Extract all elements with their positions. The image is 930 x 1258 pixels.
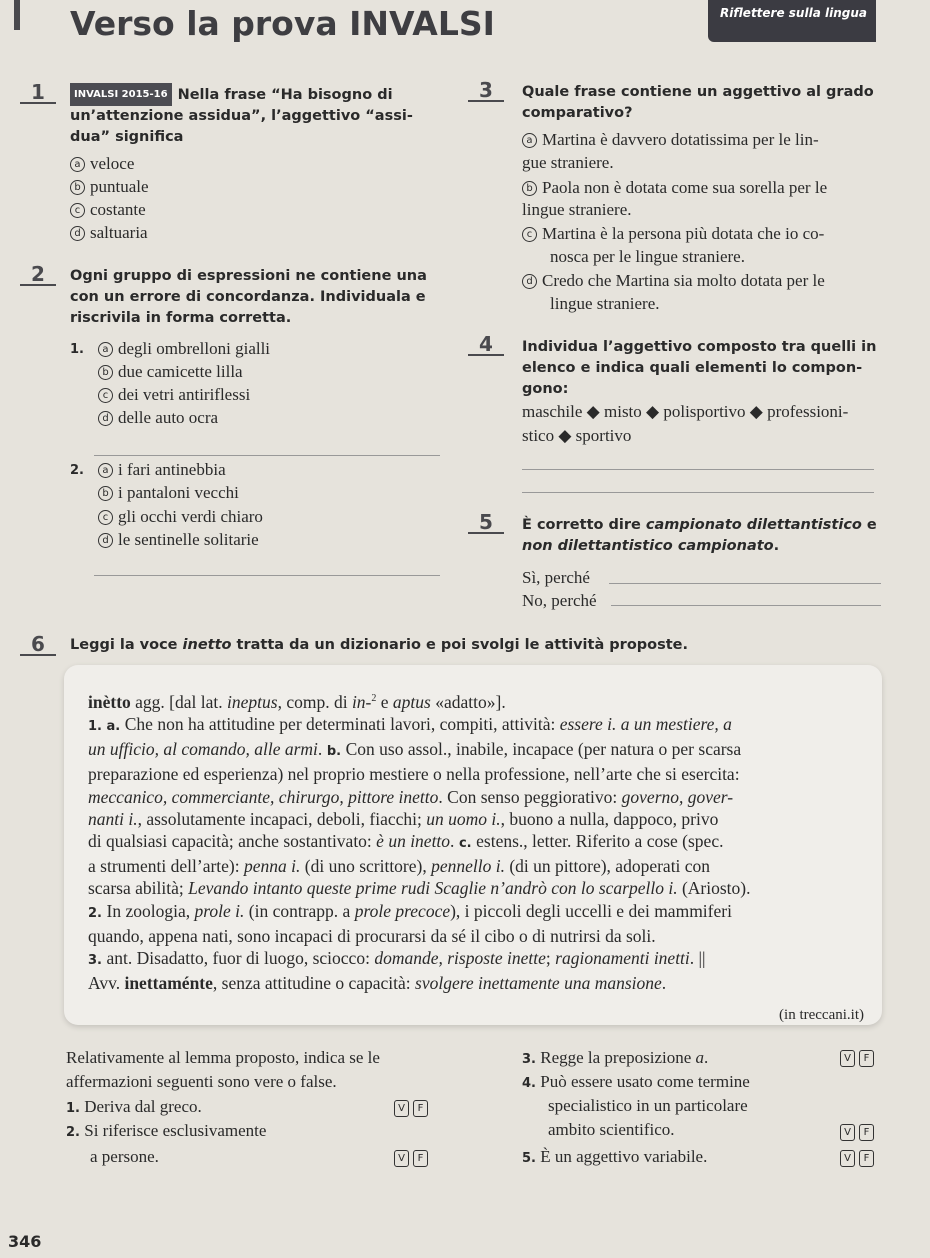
question-5-text: È corretto dire campionato dilettantistico e non dilettantistico campionato.: [522, 517, 877, 554]
false-box[interactable]: F: [859, 1124, 874, 1141]
question-number-1: 1: [20, 82, 56, 104]
vf-choice-3[interactable]: [836, 1046, 874, 1067]
q1-option-a[interactable]: a veloce: [70, 152, 134, 175]
vf-statement-4-cont-1: specialistico in un particolare: [548, 1096, 748, 1115]
q4-answer-line-1[interactable]: [522, 469, 874, 470]
question-3-text: Quale frase contiene un aggettivo al grado comparativo?: [522, 84, 874, 121]
q1-option-b[interactable]: b puntuale: [70, 175, 149, 198]
entry-line: Avv. inettaménte, senza attitudine o capacità: svolgere inettamente una mansione.: [88, 973, 667, 994]
vf-statement-5: 5. È un aggettivo variabile.: [522, 1147, 708, 1166]
entry-line: preparazione ed esperienza) nel proprio mestiere o nella professione, nell’arte che si esercita:: [88, 764, 740, 785]
q2-answer-line-2[interactable]: [94, 575, 440, 576]
entry-line: nanti i., assolutamente incapaci, deboli, fiacchi; un uomo i., buono a nulla, dappoco, privo: [88, 808, 719, 829]
q3-option-b[interactable]: b Paola non è dotata come sua sorella per le: [522, 176, 827, 199]
entry-line: 3. ant. Disadatto, fuor di luogo, sciocco: domande, risposte inette; ragionamenti inetti. ||: [88, 948, 706, 969]
entry-body: [88, 713, 864, 994]
entry-line: un ufficio, al comando, alle armi. b. Con uso assol., inabile, incapace (per natura o per scarsa: [88, 739, 742, 760]
vf-intro-2: affermazioni seguenti sono vere o false.: [66, 1072, 337, 1091]
question-number-5: 5: [468, 512, 504, 534]
vf-choice-1[interactable]: [390, 1096, 428, 1117]
false-box[interactable]: F: [413, 1100, 428, 1117]
question-number-4: 4: [468, 334, 504, 356]
q5-yes-line[interactable]: [609, 583, 881, 584]
true-box[interactable]: V: [840, 1124, 855, 1141]
vf-statement-4-cont-2: ambito scientifico.: [548, 1120, 675, 1139]
vf-statement-2-cont: a persone.: [90, 1147, 159, 1166]
entry-line: 2. In zoologia, prole i. (in contrapp. a prole precoce), i piccoli degli uccelli e dei mammiferi: [88, 900, 732, 921]
true-box[interactable]: V: [394, 1150, 409, 1167]
title-accent-bar: [14, 0, 20, 30]
false-box[interactable]: F: [859, 1150, 874, 1167]
vf-statement-2: 2. Si riferisce esclusivamente: [66, 1121, 267, 1140]
q3-option-c[interactable]: c Martina è la persona più dotata che io co-: [522, 222, 824, 245]
entry-source: (in treccani.it): [779, 1007, 864, 1024]
page-number: 346: [8, 1232, 42, 1251]
question-1-text: INVALSI 2015-16 Nella frase “Ha bisogno di un’attenzione assidua”, l’aggettivo “assi- dua” significa: [70, 83, 450, 148]
entry-heading-line: inètto agg. [dal lat. ineptus, comp. di in-$^2$ e aptus «adatto»].: [88, 691, 506, 712]
false-box[interactable]: F: [413, 1150, 428, 1167]
invalsi-badge: INVALSI 2015-16: [70, 83, 172, 106]
q2-g1-option-b[interactable]: b due camicette lilla: [98, 360, 243, 383]
q1-option-c[interactable]: c costante: [70, 198, 146, 221]
true-box[interactable]: V: [840, 1150, 855, 1167]
vf-intro-1: Relativamente al lemma proposto, indica se le: [66, 1048, 380, 1067]
entry-line: quando, appena nati, sono incapaci di procurarsi da sé il cibo o di nutrirsi da soli.: [88, 925, 656, 946]
question-number-6: 6: [20, 634, 56, 656]
q1-option-d[interactable]: d saltuaria: [70, 221, 148, 244]
question-number-3: 3: [468, 80, 504, 102]
question-number-2: 2: [20, 264, 56, 286]
q3-option-a-cont: gue straniere.: [522, 153, 614, 172]
q5-yes-label: Sì, perché: [522, 568, 590, 587]
q5-no-label: No, perché: [522, 591, 597, 610]
vf-choice-4[interactable]: [836, 1120, 874, 1141]
q2-g2-option-b[interactable]: b i pantaloni vecchi: [98, 481, 239, 504]
true-box[interactable]: V: [394, 1100, 409, 1117]
q4-answer-line-2[interactable]: [522, 492, 874, 493]
entry-line: di qualsiasi capacità; anche sostantivato: è un inetto. c. estens., letter. Riferito a cose (spec.: [88, 831, 724, 852]
q3-option-d[interactable]: d Credo che Martina sia molto dotata per le: [522, 269, 825, 292]
true-box[interactable]: V: [840, 1050, 855, 1067]
vf-statement-3: 3. Regge la preposizione a.: [522, 1048, 709, 1067]
question-4-text: Individua l’aggettivo composto tra quelli in elenco e indica quali elementi lo compon- gono:: [522, 339, 877, 397]
vf-choice-2[interactable]: [390, 1146, 428, 1167]
vf-statement-1: 1. Deriva dal greco.: [66, 1097, 202, 1116]
q2-g2-option-a[interactable]: a i fari antinebbia: [98, 458, 226, 481]
q5-no-line[interactable]: [611, 605, 881, 606]
q2-g1-option-c[interactable]: c dei vetri antiriflessi: [98, 383, 250, 406]
q2-group-2-label: 2.: [70, 463, 84, 478]
entry-line: meccanico, commerciante, chirurgo, pittore inetto. Con senso peggiorativo: governo, gover-: [88, 786, 734, 807]
question-6-text: Leggi la voce inetto tratta da un dizionario e poi svolgi le attività proposte.: [70, 637, 689, 653]
q3-option-b-cont: lingue straniere.: [522, 200, 632, 219]
false-box[interactable]: F: [859, 1050, 874, 1067]
question-2-text: Ogni gruppo di espressioni ne contiene una con un errore di concordanza. Individuala e riscrivila in forma corretta.: [70, 268, 427, 326]
q2-g2-option-d[interactable]: d le sentinelle solitarie: [98, 528, 259, 551]
q3-option-a[interactable]: a Martina è davvero dotatissima per le lin-: [522, 128, 819, 151]
vf-choice-5[interactable]: [836, 1146, 874, 1167]
section-tab: Riflettere sulla lingua: [708, 0, 876, 42]
dictionary-entry: [88, 688, 864, 1027]
vf-statement-4: 4. Può essere usato come termine: [522, 1072, 750, 1091]
q4-word-list-2: stico ◆ sportivo: [522, 426, 632, 445]
entry-line: 1. a. Che non ha attitudine per determinati lavori, compiti, attività: essere i. a un mestiere, a: [88, 714, 732, 735]
q2-g1-option-a[interactable]: a degli ombrelloni gialli: [98, 337, 270, 360]
q2-g1-option-d[interactable]: d delle auto ocra: [98, 406, 218, 429]
q2-group-1-label: 1.: [70, 342, 84, 357]
q3-option-d-cont: lingue straniere.: [550, 294, 660, 313]
q2-answer-line-1[interactable]: [94, 455, 440, 456]
page-title: Verso la prova INVALSI: [70, 4, 495, 43]
q4-word-list-1: maschile ◆ misto ◆ polisportivo ◆ professioni-: [522, 402, 849, 421]
entry-line: scarsa abilità; Levando intanto queste prime rudi Scaglie n’andrò con lo scarpello i. (Ariosto).: [88, 878, 751, 899]
q3-option-c-cont: nosca per le lingue straniere.: [550, 247, 745, 266]
entry-line: a strumenti dell’arte): penna i. (di uno scrittore), pennello i. (di un pittore), adoperati con: [88, 856, 711, 877]
q2-g2-option-c[interactable]: c gli occhi verdi chiaro: [98, 505, 263, 528]
